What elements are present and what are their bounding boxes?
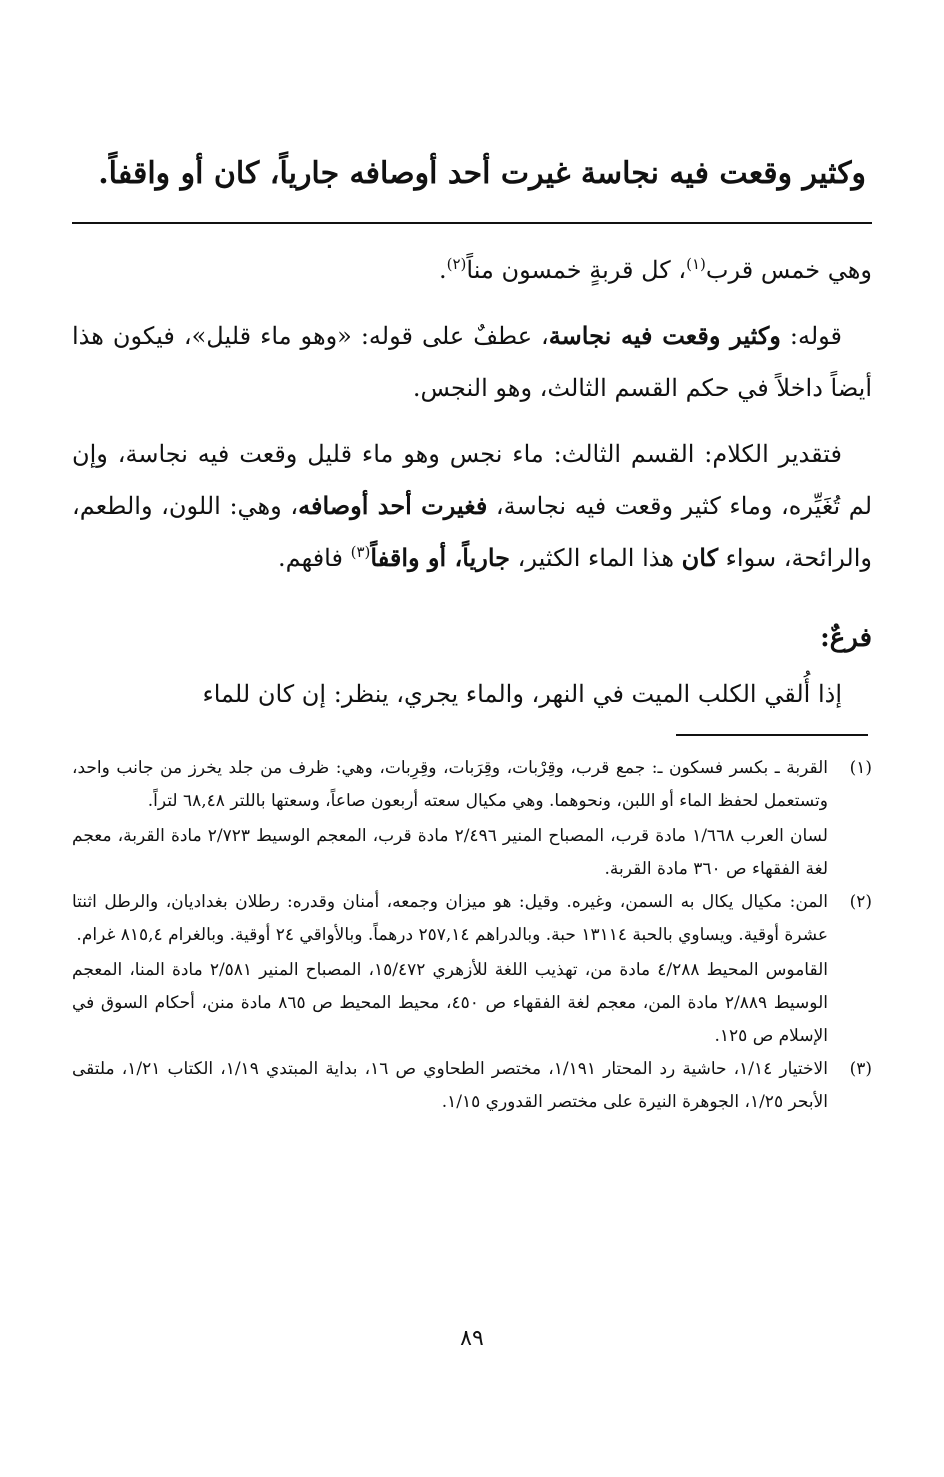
paragraph-3-text-d: فافهم. (278, 544, 351, 572)
paragraph-4: إذا أُلقي الكلب الميت في النهر، والماء يجري، ينظر: إن كان للماء (202, 680, 842, 708)
paragraph-2-text-a: قوله: (780, 322, 843, 350)
footnote-number: (٣) (849, 1059, 872, 1079)
footnotes (72, 752, 872, 1119)
footnote-ref-1[interactable]: (١) (686, 255, 706, 273)
page-number: ٨٩ (460, 1326, 484, 1351)
footnote-3 (72, 1053, 872, 1119)
footnote-divider (676, 734, 868, 736)
matn-heading: وكثير وقعت فيه نجاسة غيرت أحد أوصافه جارياً، كان أو واقفاً. (98, 156, 866, 191)
footnote-text (72, 752, 828, 886)
paragraph-2 (72, 310, 872, 414)
paragraph-3-text-c: هذا الماء الكثير، (510, 544, 682, 572)
paragraph-2-text-b: ، عطفٌ على قوله: «وهو ماء قليل»، فيكون هذا أيضاً داخلاً في حكم القسم الثالث، وهو النجس. (72, 322, 872, 402)
paragraph-3-text-a: فتقدير الكلام: القسم الثالث: ماء نجس وهو ماء قليل وقعت فيه نجاسة، وإن لم تُغَيِّره، وماء كثير وقعت فيه نجاسة، (72, 440, 873, 520)
paragraph-3-text-b: ، وهي: اللون، والطعم، والرائحة، سواء (72, 492, 872, 572)
footnote-paragraph: لسان العرب ١/٦٦٨ مادة قرب، المصباح المنير ٢/٤٩٦ مادة قرب، المعجم الوسيط ٢/٧٢٣ مادة القربة، معجم لغة الفقهاء ص ٣٦٠ مادة القربة. (72, 826, 828, 879)
footnote-text (72, 1053, 828, 1119)
footnote-ref-3[interactable]: (٣) (350, 543, 371, 561)
footnote-paragraph: المن: مكيال يكال به السمن، وغيره. وقيل: هو ميزان وجمعه، أمنان وقدره: رطلان بغداديان، والرطل اثنتا عشرة أوقية. ويساوي بالحبة ١٣١١٤ حبة. وبالدراهم ٢٥٧,١٤ درهماً. وبالأواقي ٢٤ أوقية. وبالغرام ٨١٥,٤ غرام. (72, 892, 828, 945)
footnote-paragraph: القاموس المحيط ٤/٢٨٨ مادة من، تهذيب اللغة للأزهري ١٥/٤٧٢، المصباح المنير ٢/٥٨١ مادة المنا، المعجم الوسيط ٢/٨٨٩ مادة المن، معجم لغة الفقهاء ص ٤٥٠، محيط المحيط ص ٨٦٥ مادة منن، أحكام السوق في الإسلام ص ١٢٥. (72, 960, 828, 1046)
footnote-number: (٢) (849, 892, 872, 912)
commentary-body (72, 244, 872, 734)
paragraph-1-text-b: ، كل قربةٍ خمسون مناً (466, 256, 687, 284)
footnote-paragraph: الاختيار ١/١٤، حاشية رد المحتار ١/١٩١، مختصر الطحاوي ص ١٦، بداية المبتدي ١/١٩، الكتاب ١/٢١، ملتقى الأبحر ١/٢٥، الجوهرة النيرة على مختصر القدوري ١/١٥. (72, 1059, 828, 1112)
footnote-2 (72, 886, 872, 1053)
footnote-text (72, 886, 828, 1053)
heading-divider (72, 222, 872, 224)
paragraph-3-quoted-matn-1: فغيرت أحد أوصافه (298, 491, 488, 520)
paragraph-1-text-c: . (438, 256, 447, 284)
footnote-number: (١) (849, 758, 872, 778)
section-heading-far3: فرعٌ: (820, 623, 872, 653)
footnote-ref-2[interactable]: (٢) (446, 255, 467, 273)
paragraph-1 (72, 244, 872, 296)
footnote-paragraph: القربة ـ بكسر فسكون ـ: جمع قرب، وقِرْبات، وقِرَبات، وقِرِبات، وهي: ظرف من جلد يخرز من جانب واحد، وتستعمل لحفظ الماء أو اللبن، ونحوهما. وهي مكيال سعته أربعون صاعاً، وسعتها باللتر ٦٨,٤٨ لتراً. (72, 758, 828, 811)
paragraph-3-quoted-matn-2: كان (681, 543, 719, 572)
paragraph-1-text-a: وهي خمس قرب (705, 256, 872, 284)
footnote-1 (72, 752, 872, 886)
paragraph-3 (72, 428, 872, 584)
paragraph-3-quoted-matn-3: جارياً، أو واقفاً (370, 543, 511, 572)
paragraph-2-quoted-matn: وكثير وقعت فيه نجاسة (548, 321, 781, 350)
